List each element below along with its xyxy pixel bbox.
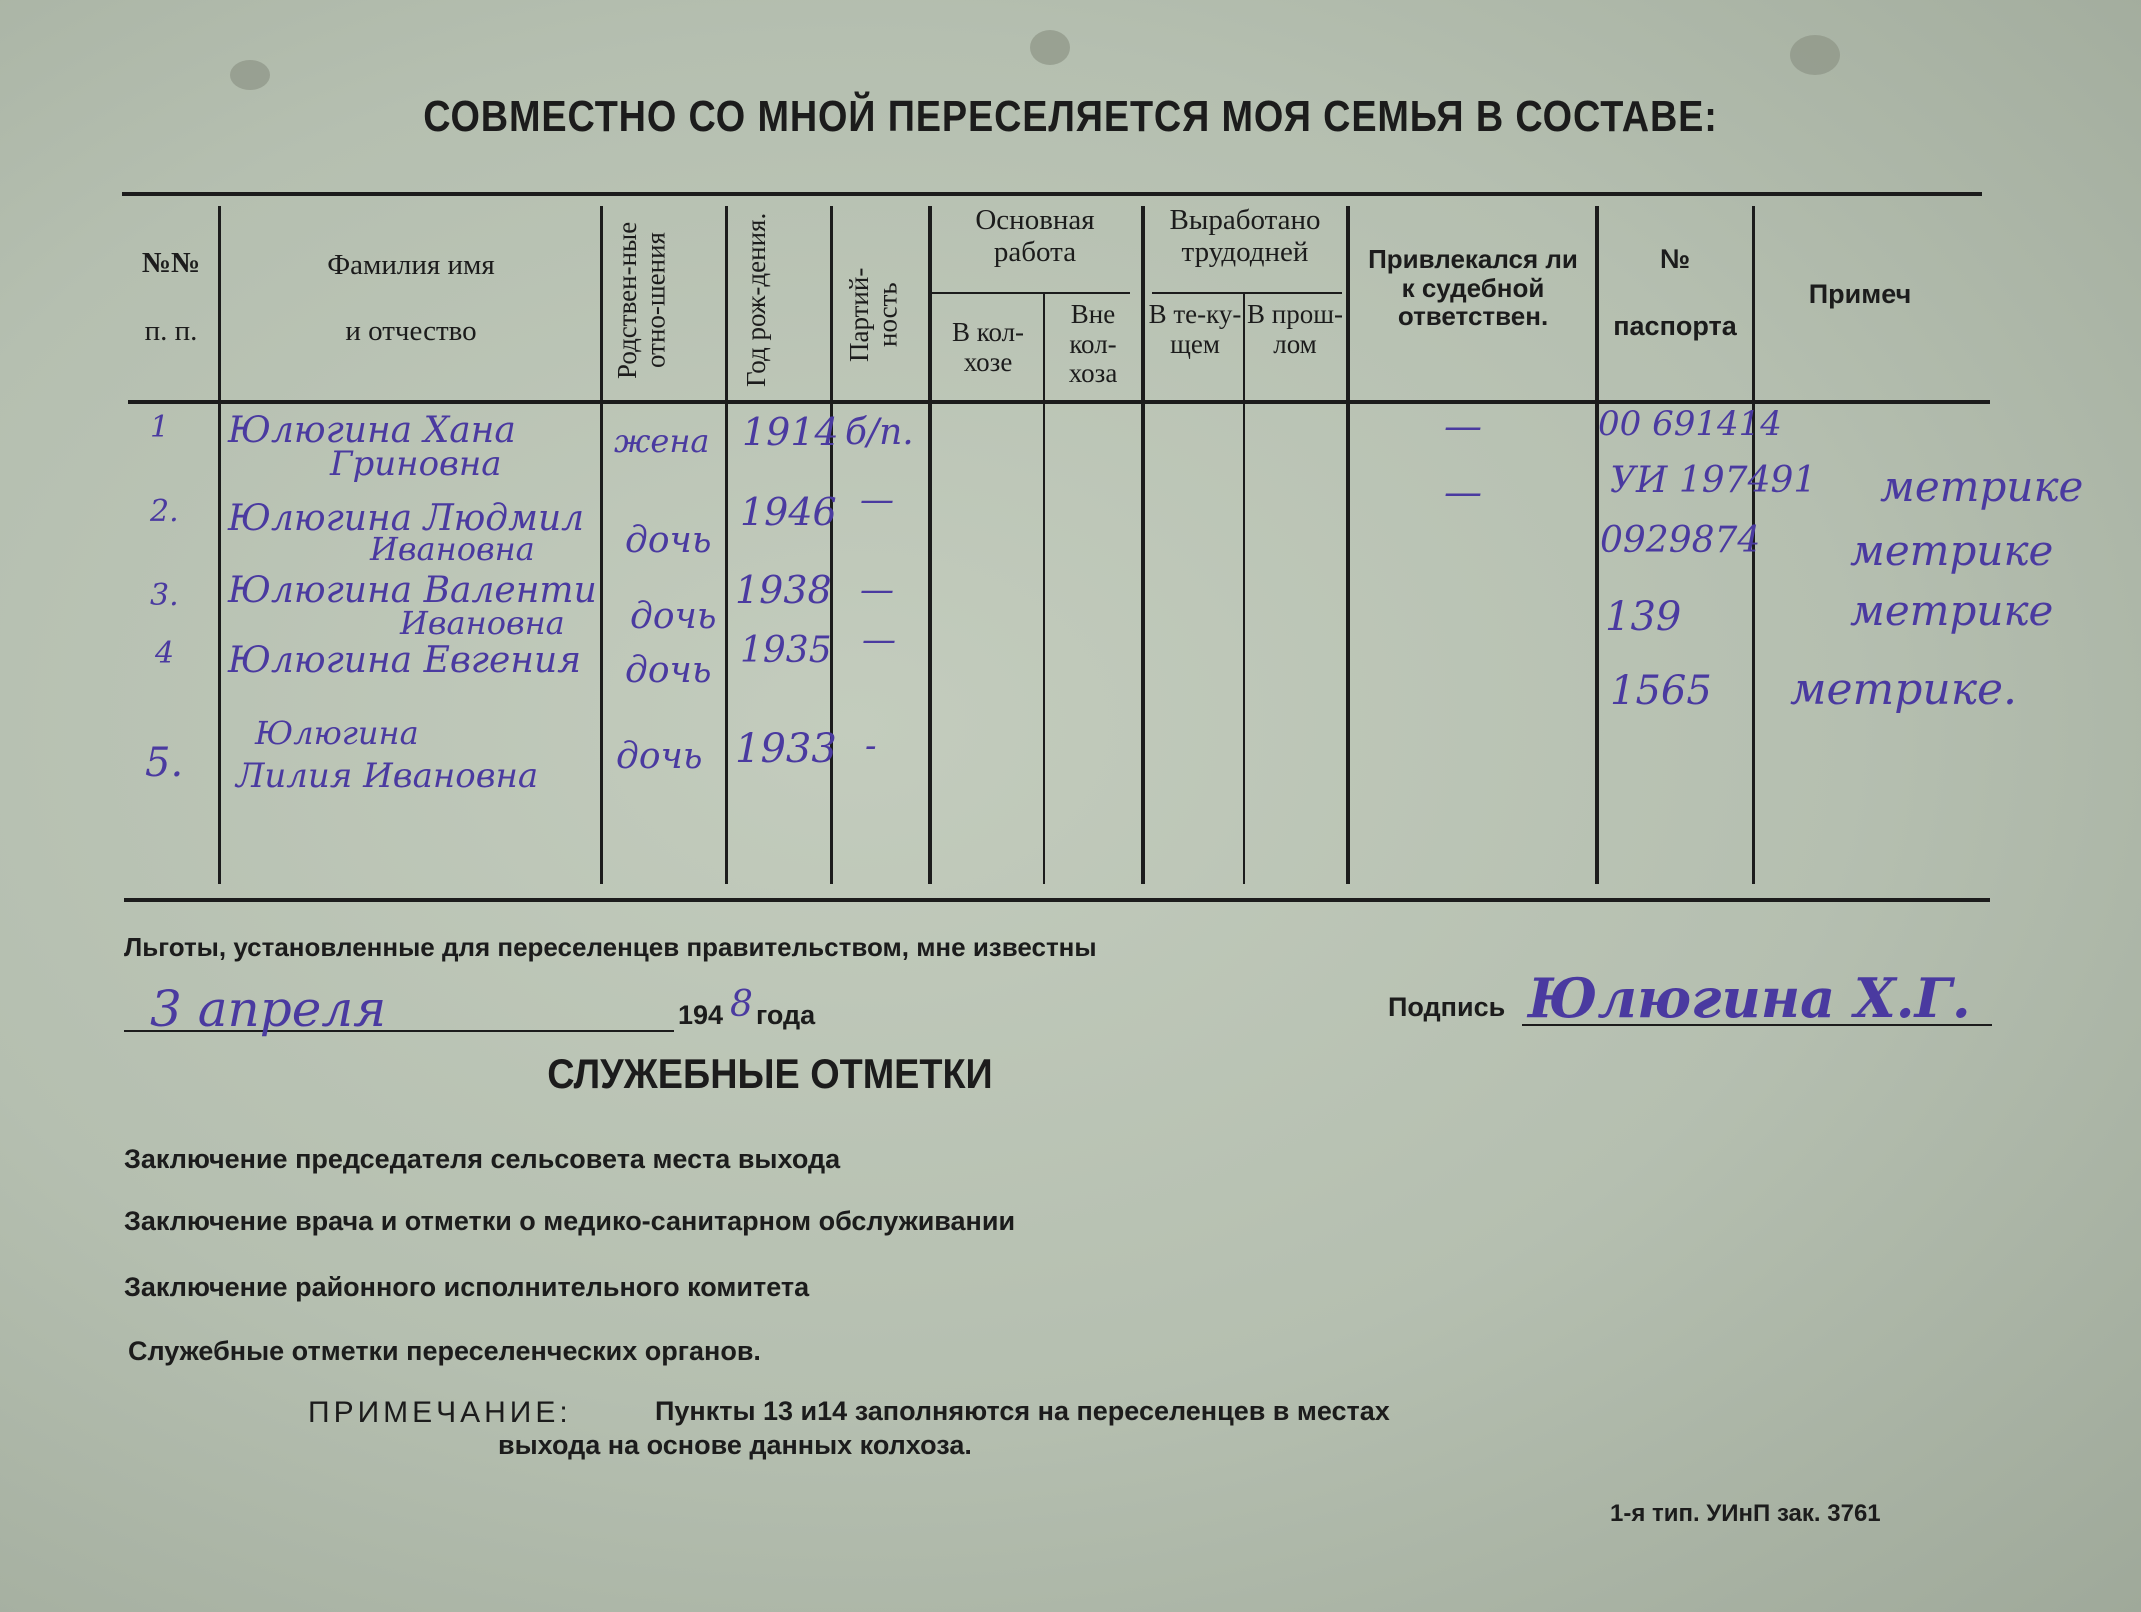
column-divider <box>1243 294 1245 884</box>
column-divider <box>1346 206 1350 884</box>
row-4-num: 4 <box>155 636 175 671</box>
service-marks-title: СЛУЖЕБНЫЕ ОТМЕТКИ <box>547 1050 993 1097</box>
header-name: Фамилия имя <box>327 249 495 281</box>
header-passport: паспорта <box>1613 311 1737 341</box>
date-year-handwritten: 8 <box>730 984 753 1025</box>
service-line-1: Заключение председателя сельсовета места выхода <box>124 1144 841 1174</box>
header-work: Основная работа <box>975 204 1095 268</box>
header-relation: Родствен-ные отно-шения <box>612 221 671 379</box>
row-2-court: — <box>1444 470 1482 514</box>
row-3-passport: 0929874 <box>1600 520 1761 561</box>
row-5-year: 1933 <box>735 726 837 772</box>
row-2-year: 1946 <box>740 490 837 534</box>
column-divider <box>218 206 221 884</box>
note-line-2: выхода на основе данных колхоза. <box>498 1430 972 1460</box>
date-suffix: года <box>756 1000 816 1030</box>
row-5-relation: дочь <box>616 736 703 777</box>
header-work-out: Вне кол-хоза <box>1068 299 1118 389</box>
row-4-year: 1935 <box>740 630 832 671</box>
document-title: СОВМЕСТНО СО МНОЙ ПЕРЕСЕЛЯЕТСЯ МОЯ СЕМЬЯ В СОСТАВЕ: <box>423 92 1718 141</box>
row-4-passport: 139 <box>1605 594 1682 640</box>
row-5-name: Юлюгина <box>255 714 419 752</box>
row-4-relation: дочь <box>625 650 712 691</box>
row-5-num: 5. <box>145 740 184 786</box>
row-5-note: метрике. <box>1790 664 2018 715</box>
column-divider <box>928 206 932 884</box>
row-3-relation: дочь <box>630 596 717 637</box>
row-4-name: Юлюгина Евгения <box>228 640 582 681</box>
header-workdays-past: В прош-лом <box>1247 299 1343 359</box>
row-3-patronymic: Ивановна <box>400 604 565 642</box>
column-divider <box>830 206 833 884</box>
row-2-relation: дочь <box>625 520 712 561</box>
row-1-relation: жена <box>614 422 710 460</box>
subheader-rule <box>1152 292 1342 294</box>
subheader-rule <box>930 292 1130 294</box>
header-passport-num: № <box>1659 244 1691 274</box>
row-3-party: — <box>860 570 894 610</box>
row-5-party: - <box>865 726 877 766</box>
printer-imprint: 1-я тип. УИнП зак. 3761 <box>1610 1500 1881 1527</box>
row-3-num: 3. <box>150 578 179 613</box>
header-name-sub: и отчество <box>345 315 477 347</box>
row-5-patronymic: Лилия Ивановна <box>236 756 539 796</box>
header-party: Партий-ность <box>844 267 903 363</box>
column-divider <box>1141 206 1145 884</box>
paper-damage <box>1790 35 1840 75</box>
row-1-passport: 00 691414 <box>1598 404 1782 444</box>
header-court: Привлекался ли к судебной ответствен. <box>1368 244 1578 332</box>
row-2-party: — <box>860 480 894 520</box>
row-1-court: — <box>1444 404 1482 448</box>
date-year-print: 194 <box>678 1000 724 1030</box>
column-divider <box>1595 206 1599 884</box>
row-3-note: метрике <box>1850 526 2054 575</box>
row-2-name: Юлюгина Людмил <box>228 498 585 539</box>
row-4-note: метрике <box>1850 586 2054 635</box>
header-workdays-current: В те-ку-щем <box>1148 299 1242 359</box>
row-2-passport: УИ 197491 <box>1610 460 1817 501</box>
row-1-party: б/п. <box>845 412 914 453</box>
header-note: Примеч <box>1808 279 1912 309</box>
row-1-num: 1 <box>150 410 170 445</box>
date-handwritten: 3 апреля <box>150 980 387 1038</box>
column-divider <box>725 206 728 884</box>
header-work-in: В кол-хозе <box>951 317 1025 377</box>
row-2-patronymic: Ивановна <box>370 530 535 568</box>
table-bottom-rule <box>124 898 1990 902</box>
note-line-1: Пункты 13 и14 заполняются на переселенцев в местах <box>655 1396 1390 1426</box>
row-1-patronymic: Гриновна <box>330 444 502 484</box>
note-label: ПРИМЕЧАНИЕ: <box>308 1396 572 1429</box>
benefits-statement: Льготы, установленные для переселенцев правительством, мне известны <box>124 932 1097 962</box>
row-3-year: 1938 <box>735 568 832 612</box>
service-line-3: Заключение районного исполнительного комитета <box>124 1272 810 1302</box>
signature-handwritten: Юлюгина Х.Г. <box>1528 966 1971 1030</box>
service-line-4: Служебные отметки переселенческих органов. <box>128 1336 761 1366</box>
table-top-rule <box>122 192 1982 196</box>
row-2-note: метрике <box>1880 462 2084 511</box>
paper-damage <box>230 60 270 90</box>
column-divider <box>1043 294 1045 884</box>
header-num: №№ <box>141 247 201 279</box>
row-3-name: Юлюгина Валенти <box>228 570 597 611</box>
row-1-name: Юлюгина Хана <box>228 410 516 451</box>
header-workdays: Выработано трудодней <box>1169 204 1321 268</box>
row-1-year: 1914 <box>742 410 839 454</box>
paper-damage <box>1030 30 1070 65</box>
service-line-2: Заключение врача и отметки о медико-санитарном обслуживании <box>124 1206 1016 1236</box>
header-birth-year: Год рож-дения. <box>741 212 771 388</box>
column-divider <box>600 206 603 884</box>
row-4-party: — <box>862 620 896 660</box>
row-5-passport: 1565 <box>1610 668 1712 714</box>
header-num-sub: п. п. <box>144 315 198 347</box>
row-2-num: 2. <box>150 494 179 529</box>
signature-label: Подпись <box>1388 992 1506 1022</box>
